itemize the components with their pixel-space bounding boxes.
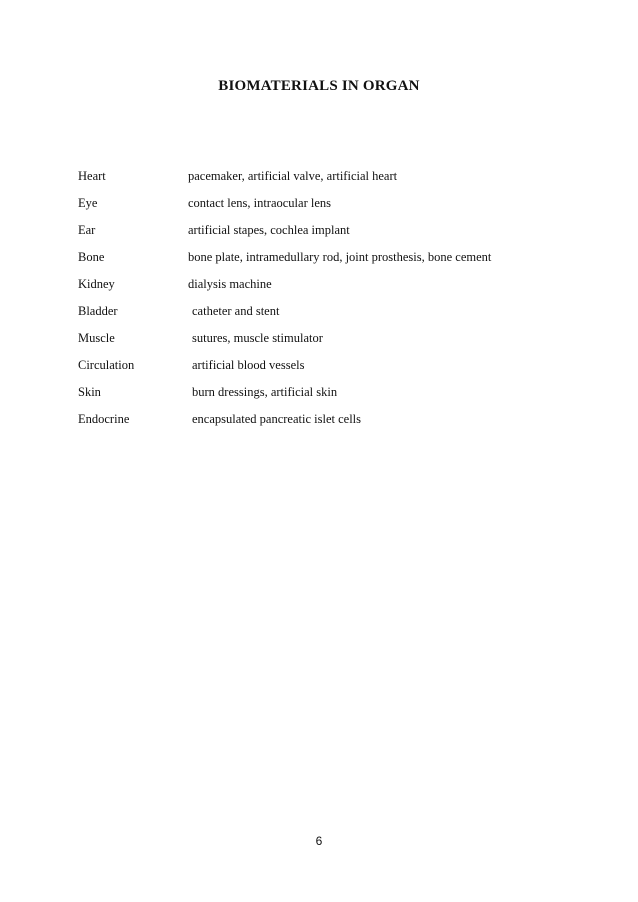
table-row xyxy=(78,303,558,330)
organ-name: Skin xyxy=(78,385,101,399)
table-row xyxy=(78,276,558,303)
organ-materials: encapsulated pancreatic islet cells xyxy=(192,412,362,426)
organ-name: Muscle xyxy=(78,331,115,345)
organ-materials: pacemaker, artificial valve, artificial heart xyxy=(188,169,398,183)
table-row xyxy=(78,222,558,249)
organ-table xyxy=(78,168,558,438)
organ-materials: catheter and stent xyxy=(192,304,280,318)
organ-materials: artificial blood vessels xyxy=(192,358,305,372)
organ-materials: contact lens, intraocular lens xyxy=(188,196,331,210)
organ-materials: burn dressings, artificial skin xyxy=(192,385,338,399)
table-row xyxy=(78,384,558,411)
organ-name: Bladder xyxy=(78,304,118,318)
table-row xyxy=(78,195,558,222)
organ-name: Bone xyxy=(78,250,105,264)
organ-name: Circulation xyxy=(78,358,135,372)
organ-name: Ear xyxy=(78,223,96,237)
organ-materials: bone plate, intramedullary rod, joint prosthesis, bone cement xyxy=(188,250,492,264)
organ-name: Endocrine xyxy=(78,412,130,426)
table-row xyxy=(78,249,558,276)
organ-materials: sutures, muscle stimulator xyxy=(192,331,323,345)
table-row xyxy=(78,168,558,195)
table-row xyxy=(78,330,558,357)
organ-materials: artificial stapes, cochlea implant xyxy=(188,223,350,237)
page-number: 6 xyxy=(315,834,323,848)
table-row xyxy=(78,357,558,384)
organ-materials: dialysis machine xyxy=(188,277,272,291)
organ-name: Kidney xyxy=(78,277,115,291)
organ-name: Heart xyxy=(78,169,106,183)
organ-name: Eye xyxy=(78,196,98,210)
table-row xyxy=(78,411,558,438)
page-title: BIOMATERIALS IN ORGAN xyxy=(218,78,420,94)
